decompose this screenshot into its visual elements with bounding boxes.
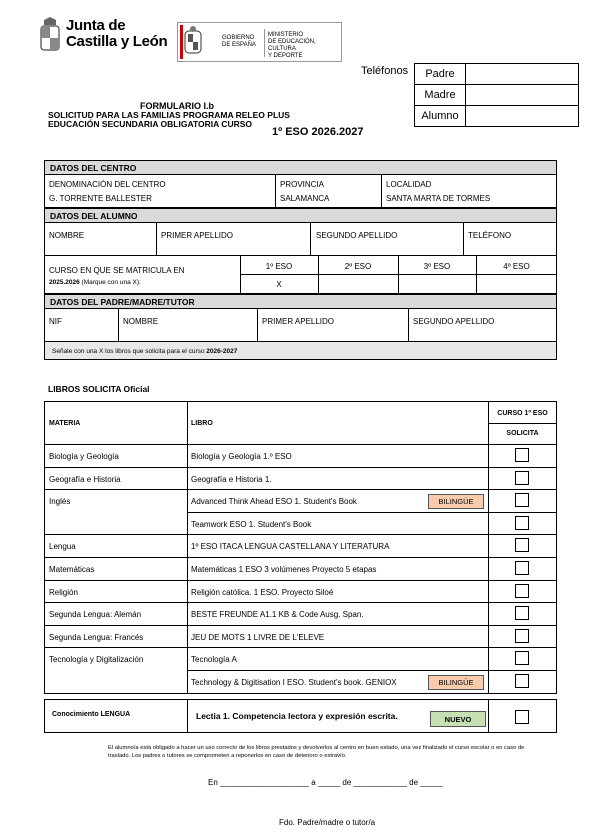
book-libro: 1º ESO ITACA LENGUA CASTELLANA Y LITERATURA xyxy=(191,542,390,551)
signature-line: En ____________________ a _____ de ____________ de _____ xyxy=(208,778,443,787)
a-label: a xyxy=(311,778,316,787)
book-solicita-checkbox[interactable] xyxy=(515,561,529,575)
divider xyxy=(118,309,119,342)
telefonos-label: Teléfonos xyxy=(361,65,409,77)
footer-note: El alumno/a está obligado a hacer un uso correcto de los libros prestados y devolverlos al centro en buen estado, una vez finalizado el curso escolar o en caso de traslado. Los padres o tutores se comprometen a reponerlos en caso de deterioro o extravío. xyxy=(108,745,525,759)
book-solicita-checkbox[interactable] xyxy=(515,493,529,507)
book-libro: JEU DE MOTS 1 LIVRE DE L'ELEVE xyxy=(191,633,325,642)
nuevo-badge: NUEVO xyxy=(430,711,486,727)
alumno-apellido1-label[interactable]: PRIMER APELLIDO xyxy=(161,231,234,240)
col-libro: LIBRO xyxy=(191,420,213,427)
padre-header: DATOS DEL PADRE/MADRE/TUTOR xyxy=(44,294,557,309)
coat-of-arms-icon xyxy=(38,16,62,56)
tel-padre-field[interactable] xyxy=(466,64,579,85)
divider xyxy=(488,699,489,733)
book-materia: Biología y Geología xyxy=(49,452,119,461)
senale-text: Señale con una X los libros que solicita para el curso xyxy=(52,348,205,355)
book-solicita-checkbox[interactable] xyxy=(515,606,529,620)
firma-label: Fdo. Padre/madre o tutor/a xyxy=(279,818,376,827)
col-curso: CURSO 1º ESO xyxy=(497,410,548,417)
divider xyxy=(187,699,188,733)
gobierno-text: GOBIERNO DE ESPAÑA xyxy=(222,35,256,48)
book-solicita-checkbox[interactable] xyxy=(515,674,529,688)
book-libro: Tecnología A xyxy=(191,655,237,664)
tel-madre-label: Madre xyxy=(415,85,466,106)
extra-libro: Lectia 1. Competencia lectora y expresión escrita. xyxy=(196,711,398,721)
book-solicita-checkbox[interactable] xyxy=(515,651,529,665)
divider xyxy=(44,444,557,445)
provincia-value[interactable]: SALAMANCA xyxy=(280,194,330,203)
de-label-2: de xyxy=(409,778,419,787)
col-materia: MATERIA xyxy=(49,420,81,427)
book-materia: Lengua xyxy=(49,542,76,551)
book-materia: Tecnología y Digitalización xyxy=(49,655,144,664)
curso-2-label: 2º ESO xyxy=(344,262,372,271)
extra-materia: Conocimiento LENGUA xyxy=(52,711,131,718)
book-solicita-checkbox[interactable] xyxy=(515,538,529,552)
curso-hint: (Marque con una X): xyxy=(81,279,141,286)
book-materia: Geografía e Historia xyxy=(49,475,121,484)
divider xyxy=(381,175,382,208)
provincia-label: PROVINCIA xyxy=(280,180,325,189)
row-divider xyxy=(44,647,557,648)
curso-year-line xyxy=(49,279,141,286)
form-subtitle: SOLICITUD PARA LAS FAMILIAS PROGRAMA RELEO PLUS EDUCACIÓN SECUNDARIA OBLIGATORIA CURSO xyxy=(48,110,290,129)
book-libro: Matemáticas 1 ESO 3 volúmenes Proyecto 5 etapas xyxy=(191,565,377,574)
jcyl-line-1: Junta de xyxy=(66,17,126,34)
divider xyxy=(408,309,409,342)
ministerio-text: MINISTERIO DE EDUCACIÓN, CULTURA Y DEPORTE xyxy=(268,32,316,59)
row-divider xyxy=(187,512,557,513)
row-divider xyxy=(44,557,557,558)
form-title: FORMULARIO I.b xyxy=(140,101,214,111)
alumno-nombre-label[interactable]: NOMBRE xyxy=(49,231,85,240)
divider xyxy=(463,223,464,256)
jcyl-logo-text xyxy=(66,18,167,50)
divider xyxy=(156,223,157,256)
senale-year: 2026-2027 xyxy=(206,348,238,355)
bilingue-badge: BILINGÜE xyxy=(428,675,484,690)
divider xyxy=(257,309,258,342)
book-solicita-checkbox[interactable] xyxy=(515,516,529,530)
centro-header: DATOS DEL CENTRO xyxy=(44,160,557,175)
curso-4-label: 4º ESO xyxy=(503,262,530,271)
row-divider xyxy=(44,602,557,603)
alumno-header: DATOS DEL ALUMNO xyxy=(44,208,557,223)
book-materia: Segunda Lengua: Francés xyxy=(49,633,144,642)
extra-solicita-checkbox[interactable] xyxy=(515,710,529,724)
alumno-telefono-label[interactable]: TELÉFONO xyxy=(468,231,512,240)
denominacion-label: DENOMINACIÓN DEL CENTRO xyxy=(49,180,166,189)
padre-nif-label[interactable]: NIF xyxy=(49,317,62,326)
row-divider xyxy=(187,670,557,671)
gobierno-divider xyxy=(264,29,265,57)
book-solicita-checkbox[interactable] xyxy=(515,629,529,643)
divider xyxy=(240,274,557,275)
curso-3-label: 3º ESO xyxy=(423,262,451,271)
curso-year: 2025.2026 xyxy=(49,279,80,286)
divider xyxy=(310,223,311,256)
padre-apellido1-label[interactable]: PRIMER APELLIDO xyxy=(262,317,335,326)
divider xyxy=(275,175,276,208)
bilingue-badge: BILINGÜE xyxy=(428,494,484,509)
book-libro: BESTE FREUNDE A1.1 KB & Code Ausg. Span. xyxy=(191,610,364,619)
book-materia: Inglés xyxy=(49,497,71,506)
book-solicita-checkbox[interactable] xyxy=(515,471,529,485)
book-solicita-checkbox[interactable] xyxy=(515,584,529,598)
book-libro: Advanced Think Ahead ESO 1. Student's Book xyxy=(191,497,357,506)
en-label: En xyxy=(208,778,218,787)
de-label: de xyxy=(342,778,352,787)
row-divider xyxy=(44,534,557,535)
row-divider xyxy=(44,625,557,626)
alumno-apellido2-label[interactable]: SEGUNDO APELLIDO xyxy=(316,231,398,240)
book-materia: Matemáticas xyxy=(49,565,95,574)
denominacion-value[interactable]: G. TORRENTE BALLESTER xyxy=(49,194,152,203)
row-divider xyxy=(44,580,557,581)
localidad-label: LOCALIDAD xyxy=(386,180,432,189)
book-solicita-checkbox[interactable] xyxy=(515,448,529,462)
curso-label: CURSO EN QUE SE MATRICULA EN xyxy=(49,266,185,275)
form-course: 1º ESO 2026.2027 xyxy=(272,126,364,138)
padre-apellido2-label[interactable]: SEGUNDO APELLIDO xyxy=(413,317,495,326)
spain-shield-icon xyxy=(180,25,206,59)
book-materia: Religión xyxy=(49,588,78,597)
curso-1-label: 1º ESO xyxy=(265,262,293,271)
gobierno-logo xyxy=(177,22,342,62)
telefonos-table xyxy=(414,63,579,127)
tel-alumno-field[interactable] xyxy=(466,106,579,127)
padre-nombre-label[interactable]: NOMBRE xyxy=(123,317,159,326)
books-title: LIBROS SOLICITA Oficial xyxy=(48,384,150,394)
jcyl-line-2: Castilla y León xyxy=(66,33,168,50)
book-libro: Religión católica. 1 ESO. Proyecto Siloé xyxy=(191,588,334,597)
localidad-value[interactable]: SANTA MARTA DE TORMES xyxy=(386,194,491,203)
curso-1-mark[interactable]: X xyxy=(276,280,282,289)
divider xyxy=(488,423,557,424)
book-libro: Geografía e Historia 1. xyxy=(191,475,272,484)
row-divider xyxy=(44,489,557,490)
tel-padre-label: Padre xyxy=(415,64,466,85)
book-libro: Biología y Geología 1.º ESO xyxy=(191,452,292,461)
book-libro: Teamwork ESO 1. Student's Book xyxy=(191,520,312,529)
col-solicita: SOLICITA xyxy=(506,430,539,437)
book-libro: Technology & Digitisation I ESO. Student's book. GENIOX xyxy=(191,678,397,687)
row-divider xyxy=(44,467,557,468)
tel-madre-field[interactable] xyxy=(466,85,579,106)
book-materia: Segunda Lengua: Alemán xyxy=(49,610,142,619)
tel-alumno-label: Alumno xyxy=(415,106,466,127)
senale-line xyxy=(52,348,237,355)
